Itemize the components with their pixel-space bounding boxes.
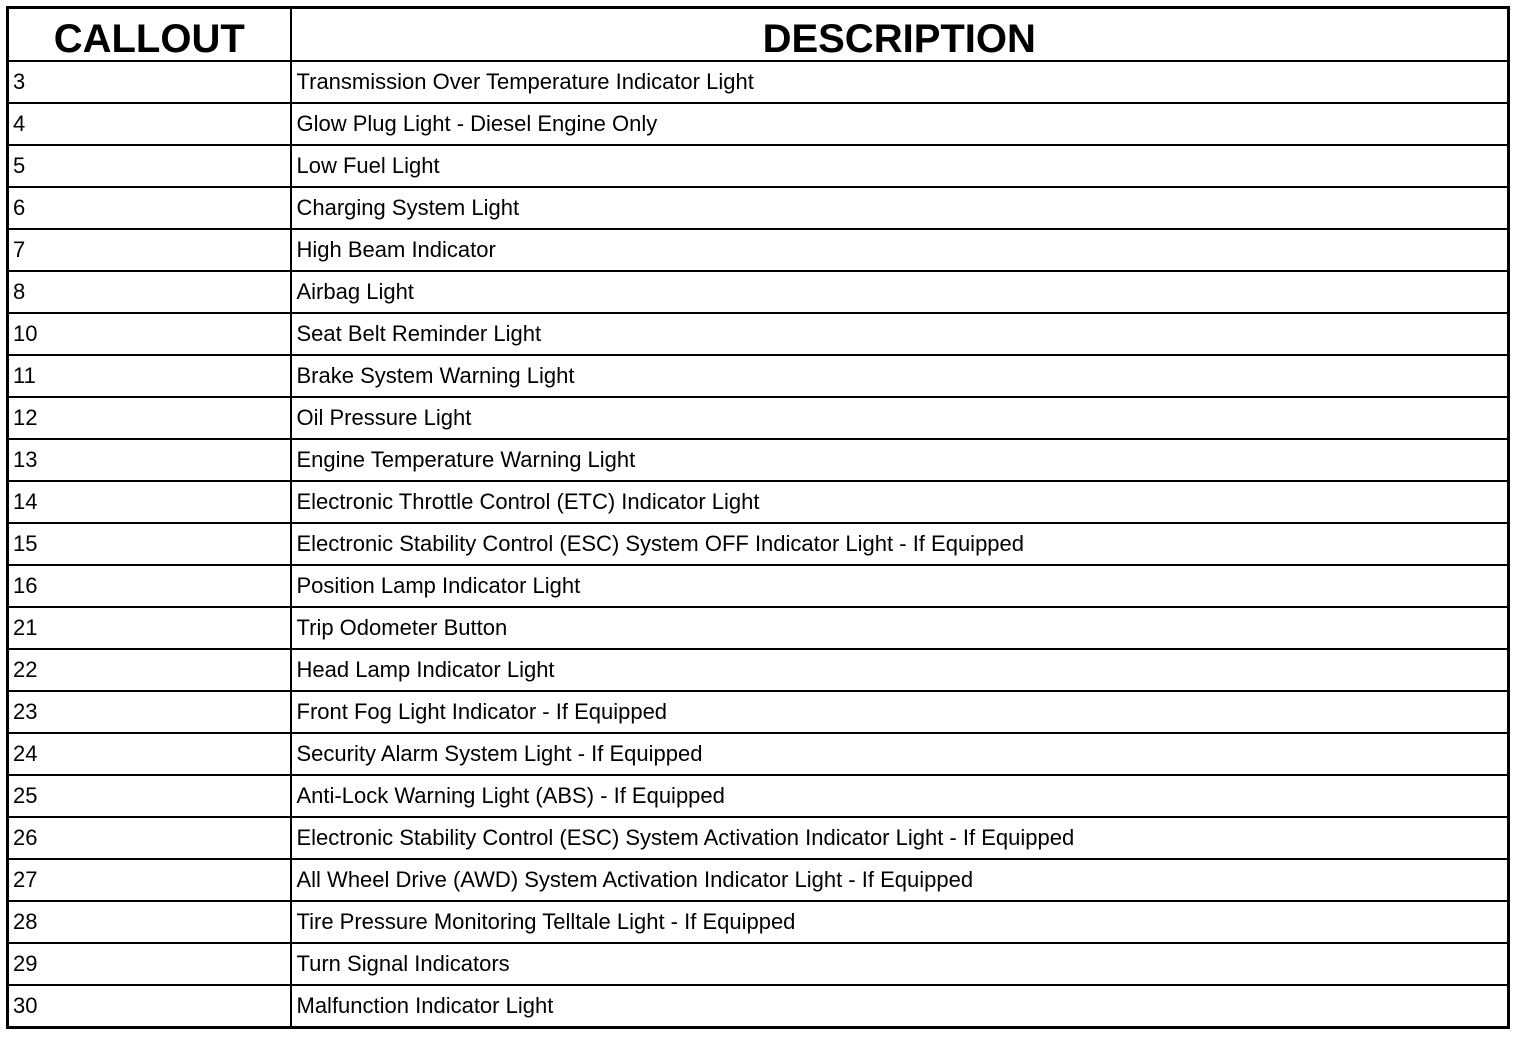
callout-description: Electronic Stability Control (ESC) System Activation Indicator Light - If Equipped: [291, 817, 1509, 859]
callout-number: 3: [8, 61, 291, 103]
callout-description: Head Lamp Indicator Light: [291, 649, 1509, 691]
table-row: [8, 397, 1509, 439]
callout-description: Anti-Lock Warning Light (ABS) - If Equipped: [291, 775, 1509, 817]
callout-number: 15: [8, 523, 291, 565]
callout-description: Airbag Light: [291, 271, 1509, 313]
table-row: [8, 733, 1509, 775]
table-row: [8, 859, 1509, 901]
table-row: [8, 817, 1509, 859]
callout-description: Malfunction Indicator Light: [291, 985, 1509, 1028]
table-header: [8, 8, 1509, 62]
callout-number: 10: [8, 313, 291, 355]
callout-description: All Wheel Drive (AWD) System Activation Indicator Light - If Equipped: [291, 859, 1509, 901]
callout-description: Turn Signal Indicators: [291, 943, 1509, 985]
table-row: [8, 481, 1509, 523]
callout-description: High Beam Indicator: [291, 229, 1509, 271]
description-column-header: DESCRIPTION: [291, 8, 1509, 62]
callout-description: Charging System Light: [291, 187, 1509, 229]
callout-description: Transmission Over Temperature Indicator Light: [291, 61, 1509, 103]
callout-number: 12: [8, 397, 291, 439]
callout-column-header: CALLOUT: [8, 8, 291, 62]
callout-description: Electronic Throttle Control (ETC) Indicator Light: [291, 481, 1509, 523]
table-row: [8, 565, 1509, 607]
callout-number: 6: [8, 187, 291, 229]
table-row: [8, 523, 1509, 565]
callout-number: 5: [8, 145, 291, 187]
table-row: [8, 355, 1509, 397]
callout-number: 16: [8, 565, 291, 607]
table-row: [8, 649, 1509, 691]
callout-legend-table: [6, 6, 1510, 1029]
callout-number: 21: [8, 607, 291, 649]
table-row: [8, 271, 1509, 313]
callout-description: Glow Plug Light - Diesel Engine Only: [291, 103, 1509, 145]
callout-description: Position Lamp Indicator Light: [291, 565, 1509, 607]
table-row: [8, 985, 1509, 1028]
callout-number: 23: [8, 691, 291, 733]
table-row: [8, 61, 1509, 103]
callout-description: Low Fuel Light: [291, 145, 1509, 187]
callout-number: 26: [8, 817, 291, 859]
callout-number: 28: [8, 901, 291, 943]
callout-number: 27: [8, 859, 291, 901]
table-row: [8, 145, 1509, 187]
callout-number: 13: [8, 439, 291, 481]
callout-description: Seat Belt Reminder Light: [291, 313, 1509, 355]
callout-description: Trip Odometer Button: [291, 607, 1509, 649]
callout-number: 22: [8, 649, 291, 691]
callout-description: Security Alarm System Light - If Equipped: [291, 733, 1509, 775]
callout-number: 14: [8, 481, 291, 523]
callout-number: 29: [8, 943, 291, 985]
header-row: [8, 8, 1509, 62]
callout-number: 11: [8, 355, 291, 397]
callout-number: 24: [8, 733, 291, 775]
callout-description: Front Fog Light Indicator - If Equipped: [291, 691, 1509, 733]
table-body: [8, 61, 1509, 1028]
table-row: [8, 229, 1509, 271]
callout-description: Engine Temperature Warning Light: [291, 439, 1509, 481]
table-row: [8, 313, 1509, 355]
callout-number: 7: [8, 229, 291, 271]
table-row: [8, 187, 1509, 229]
callout-number: 8: [8, 271, 291, 313]
callout-description: Oil Pressure Light: [291, 397, 1509, 439]
callout-description: Brake System Warning Light: [291, 355, 1509, 397]
table-row: [8, 943, 1509, 985]
table-row: [8, 103, 1509, 145]
callout-description: Tire Pressure Monitoring Telltale Light - If Equipped: [291, 901, 1509, 943]
table-row: [8, 607, 1509, 649]
table-row: [8, 775, 1509, 817]
callout-description: Electronic Stability Control (ESC) System OFF Indicator Light - If Equipped: [291, 523, 1509, 565]
table-row: [8, 901, 1509, 943]
callout-number: 25: [8, 775, 291, 817]
callout-number: 30: [8, 985, 291, 1028]
table-row: [8, 439, 1509, 481]
table-row: [8, 691, 1509, 733]
callout-number: 4: [8, 103, 291, 145]
